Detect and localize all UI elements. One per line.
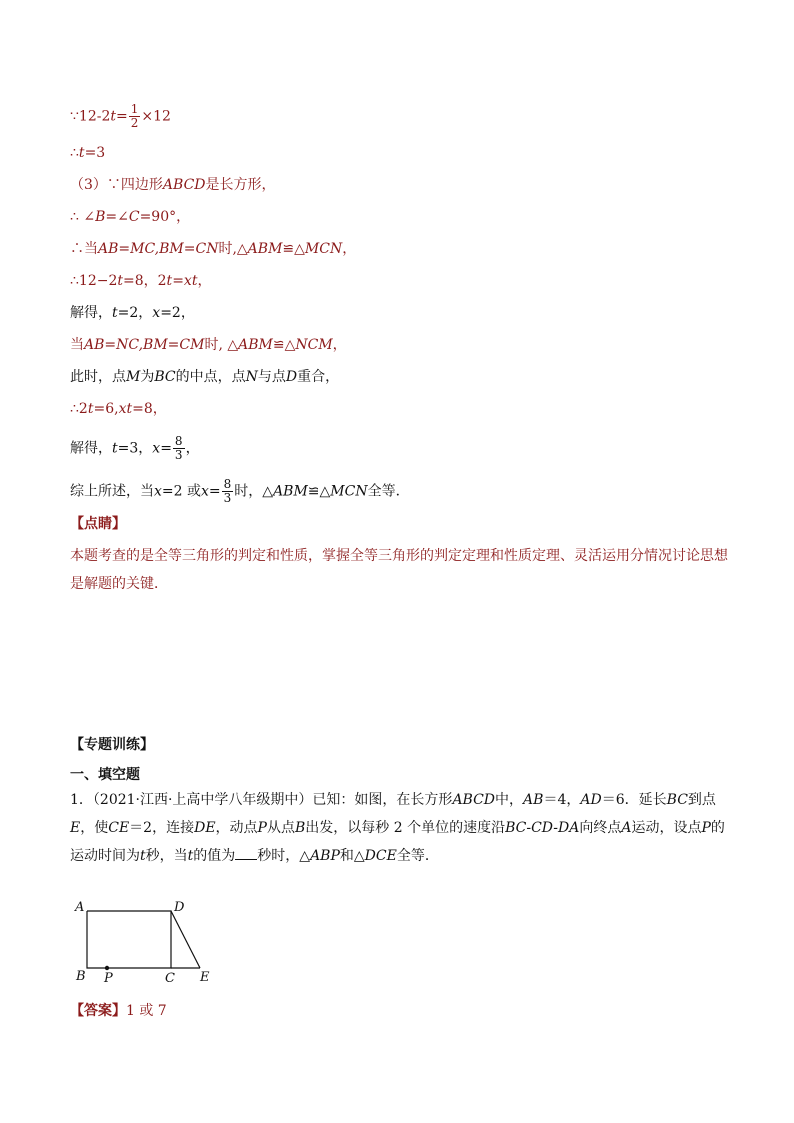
text: ＝4， <box>543 792 581 808</box>
var: M <box>126 369 141 385</box>
var: MCN <box>304 241 343 257</box>
text: ， <box>332 337 347 353</box>
var: D <box>285 369 298 385</box>
text: ×12 <box>141 108 171 125</box>
var: DE <box>194 820 216 836</box>
fraction-numerator: 1 <box>130 102 139 116</box>
var: t <box>187 848 194 864</box>
solution-line-12 <box>70 478 410 505</box>
var: MCN <box>330 483 368 500</box>
text: 中， <box>495 792 524 808</box>
var: x <box>118 401 127 417</box>
text: = <box>116 108 128 125</box>
var: ABCD <box>452 792 496 808</box>
solution-line-7 <box>70 303 195 323</box>
text: 和△ <box>339 848 365 864</box>
text: =3， <box>117 440 153 457</box>
text: ＝2，连接 <box>129 820 195 836</box>
text: 的运动时间为 <box>70 820 725 864</box>
var: x <box>201 483 209 500</box>
text: ∴12−2 <box>70 273 118 289</box>
text: 向终点 <box>579 820 622 836</box>
label-e: E <box>200 970 210 985</box>
point-p <box>105 966 109 970</box>
var: B <box>95 209 106 225</box>
fraction-numerator: 8 <box>174 434 183 448</box>
fraction-denominator: 3 <box>223 491 232 505</box>
text: 此时，点 <box>70 369 126 385</box>
var: ABM <box>273 483 308 500</box>
text: = <box>208 483 221 500</box>
text: ， <box>197 273 212 289</box>
solution-line-5 <box>70 239 356 259</box>
section-heading: 一、填空题 <box>70 767 140 783</box>
text: ， <box>342 241 357 257</box>
var: P <box>701 820 711 836</box>
text: ∴ <box>70 145 79 161</box>
var: t <box>87 401 94 417</box>
var: t <box>126 401 133 417</box>
var: AB=MC,BM=CN <box>98 241 219 257</box>
var: t <box>78 145 85 161</box>
var: BC-CD-DA <box>505 820 580 836</box>
fraction-denominator: 2 <box>130 116 139 130</box>
text: ，动点 <box>215 820 258 836</box>
var: t <box>112 305 118 321</box>
var: BC <box>154 369 176 385</box>
text: ∴ ∠ <box>70 209 96 225</box>
answer-blank <box>235 845 257 860</box>
label-c: C <box>165 971 175 986</box>
text: 解得， <box>70 440 112 457</box>
var: t <box>110 108 116 125</box>
text: （3）∵四边形 <box>70 177 163 193</box>
segment-de <box>171 911 200 968</box>
fraction-denominator: 3 <box>174 448 183 462</box>
text: 出发，以每秒 2 个单位的速度沿 <box>305 820 506 836</box>
answer-label: 【答案】 <box>70 1003 126 1019</box>
text: 为 <box>140 369 155 385</box>
text: 全等． <box>396 848 439 864</box>
text: 当 <box>70 337 84 353</box>
label-b: B <box>76 969 86 984</box>
geometry-figure <box>70 898 220 988</box>
text: ≌△ <box>272 337 296 353</box>
text: =2， <box>117 305 153 321</box>
text: 1．（2021·江西·上高中学八年级期中）已知：如图，在长方形 <box>70 792 453 808</box>
text: ∵12-2 <box>70 108 111 125</box>
solution-line-9 <box>70 367 339 387</box>
solution-line-8 <box>70 335 347 355</box>
text: ≌△ <box>282 241 305 257</box>
var: x <box>152 440 161 457</box>
text: ，使 <box>80 820 109 836</box>
solution-line-1 <box>70 103 171 130</box>
text: 秒，当 <box>145 848 188 864</box>
comment-heading: 【点睛】 <box>70 516 126 532</box>
solution-line-10 <box>70 399 167 419</box>
text: = <box>160 440 172 457</box>
var: CE <box>108 820 130 836</box>
text: 时，△ <box>234 483 274 500</box>
text: ， <box>185 440 200 457</box>
var: ABM <box>238 337 273 353</box>
text: =2， <box>160 305 195 321</box>
text: 时, △ <box>204 337 239 353</box>
comment-text: 本题考查的是全等三角形的判定和性质，掌握全等三角形的判定定理和性质定理、灵活运用分情况讨论思想是解题的关键． <box>70 548 728 592</box>
var: ABCD <box>162 177 206 193</box>
fraction-numerator: 8 <box>223 477 232 491</box>
label-p: P <box>104 971 113 986</box>
var: E <box>70 820 81 836</box>
text: ∴2 <box>70 401 88 417</box>
var: x <box>183 273 192 289</box>
fraction <box>173 435 185 462</box>
text: 全等． <box>367 483 410 500</box>
text: =3 <box>84 145 106 161</box>
var: NCM <box>295 337 333 353</box>
text: 时,△ <box>218 241 248 257</box>
text: =8， <box>132 401 167 417</box>
var: P <box>257 820 267 836</box>
text: 的值为 <box>193 848 236 864</box>
text: 的中点，点 <box>175 369 246 385</box>
text: =8，2 <box>123 273 167 289</box>
training-heading: 【专题训练】 <box>70 737 154 753</box>
var: AB <box>523 792 544 808</box>
fraction <box>222 478 234 505</box>
answer-value: 1 或 7 <box>126 1003 167 1019</box>
text: 重合， <box>297 369 340 385</box>
question-1 <box>70 786 730 870</box>
var: t <box>112 440 118 457</box>
var: C <box>128 209 140 225</box>
var: ABM <box>247 241 283 257</box>
text: =∠ <box>105 209 129 225</box>
solution-line-4 <box>70 207 190 227</box>
text: 是长方形， <box>205 177 276 193</box>
text: =6, <box>93 401 119 417</box>
text: 解得， <box>70 305 112 321</box>
var: AB=NC,BM=CM <box>84 337 205 353</box>
rectangle-abcd <box>87 911 171 968</box>
answer-line <box>70 1001 167 1021</box>
text: 综上所述，当 <box>70 483 154 500</box>
var: B <box>294 820 306 836</box>
var: t <box>166 273 173 289</box>
text: =90°， <box>139 209 191 225</box>
var: t <box>117 273 123 289</box>
text: ≌△ <box>307 483 331 500</box>
solution-line-2 <box>70 143 105 163</box>
solution-line-6 <box>70 271 211 291</box>
text: 到点 <box>687 792 716 808</box>
var: DCE <box>364 848 397 864</box>
var: ABP <box>310 848 340 864</box>
var: t <box>140 848 146 864</box>
label-d: D <box>174 900 185 915</box>
text: 从点 <box>266 820 295 836</box>
var: AD <box>580 792 602 808</box>
var: A <box>621 820 632 836</box>
var: BC <box>666 792 688 808</box>
text: 与点 <box>257 369 286 385</box>
text: =2 或 <box>161 483 201 500</box>
text: ∴当 <box>70 241 98 257</box>
label-a: A <box>75 900 85 915</box>
text: 运动，设点 <box>631 820 702 836</box>
var: x <box>154 483 162 500</box>
text: = <box>172 273 184 289</box>
text: 秒时，△ <box>257 848 311 864</box>
text: ＝6．延长 <box>601 792 667 808</box>
var: N <box>245 369 258 385</box>
solution-line-3 <box>70 175 276 195</box>
var: x <box>152 305 161 321</box>
solution-line-11 <box>70 435 200 462</box>
var: t <box>191 273 198 289</box>
fraction <box>129 103 141 130</box>
